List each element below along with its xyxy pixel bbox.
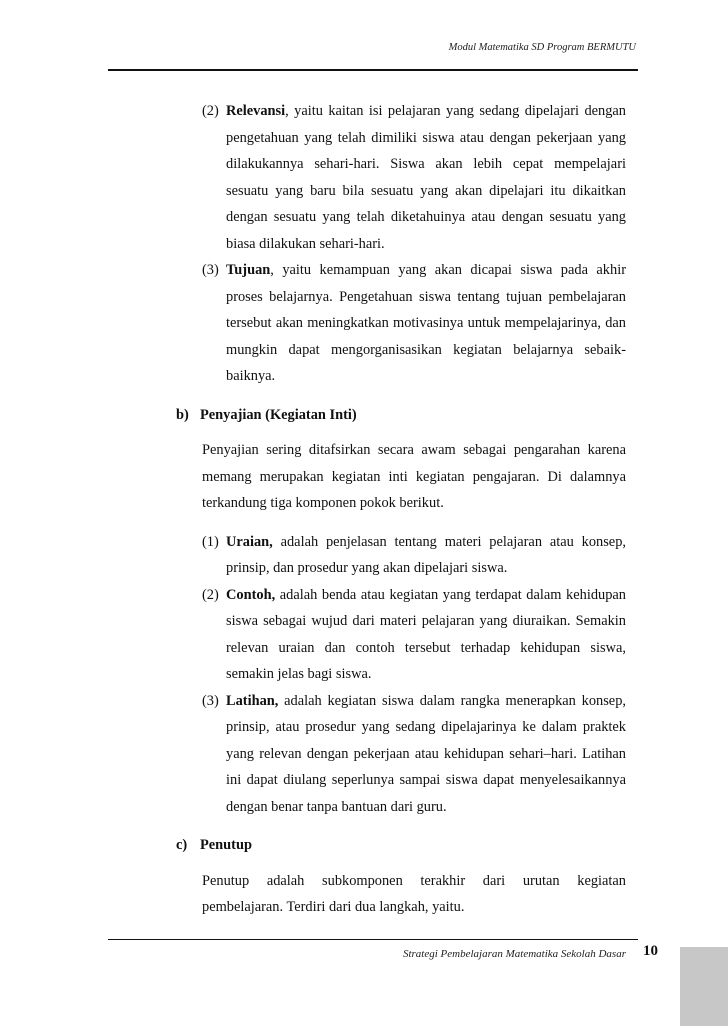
- section-b-list: [176, 529, 626, 821]
- item-number: (2): [202, 586, 219, 603]
- item-number: (3): [202, 262, 219, 278]
- item-term: Latihan,: [226, 692, 279, 709]
- item-text: adalah benda atau kegiatan yang terdapat dalam kehidupan siswa sebagai wujud dari materi pelajaran yang diuraikan. Semakin relevan uraian dan contoh tersebut terhadap kehidupan siswa, semakin jelas bagi siswa.: [226, 586, 626, 682]
- item-term: Relevansi: [226, 103, 286, 119]
- page-number: 10: [643, 943, 658, 959]
- item-text: , yaitu kemampuan yang akan dicapai siswa pada akhir proses belajarnya. Pengetahuan siswa tentang tujuan pembelajaran tersebut akan meningkatkan motivasinya untuk mempelajarinya, dan mungkin dapat mengorganisasikan kegiatan belajarnya sebaik-baiknya.: [226, 262, 626, 384]
- footer-rule: [108, 939, 638, 940]
- section-c-intro: Penutup adalah subkomponen terakhir dari urutan kegiatan pembelajaran. Terdiri dari dua langkah, yaitu.: [202, 872, 626, 915]
- item-term: Tujuan: [226, 262, 271, 278]
- item-text: adalah kegiatan siswa dalam rangka menerapkan konsep, prinsip, atau prosedur yang sedang dipelajarinya ke dalam praktek yang relevan dengan pekerjaan atau kehidupan sehari–hari. Latihan ini dapat diulang seperlunya sampai siswa dapat menyelesaikannya dengan benar tanpa bantuan dari guru.: [226, 692, 626, 815]
- page-body: [176, 98, 626, 921]
- section-title: Penutup: [200, 837, 252, 853]
- item-term: Uraian,: [226, 533, 273, 550]
- running-header: Modul Matematika SD Program BERMUTU: [448, 42, 636, 53]
- list-item-contoh: [176, 582, 626, 688]
- item-number: (3): [202, 692, 219, 709]
- item-number: (1): [202, 533, 219, 550]
- section-b-intro: Penyajian sering ditafsirkan secara awam sebagai pengarahan karena memang merupakan kegiatan inti kegiatan pengajaran. Di dalamnya terkandung tiga komponen pokok berikut.: [202, 442, 626, 511]
- item-text: adalah penjelasan tentang materi pelajaran atau konsep, prinsip, dan prosedur yang akan dipelajari siswa.: [226, 533, 626, 576]
- item-number: (2): [202, 103, 219, 119]
- running-footer: Strategi Pembelajaran Matematika Sekolah Dasar: [402, 948, 626, 960]
- section-letter: b): [176, 406, 189, 423]
- list-item-tujuan: [176, 257, 626, 390]
- list-item-relevansi: [176, 98, 626, 257]
- item-text: , yaitu kaitan isi pelajaran yang sedang dipelajari dengan pengetahuan yang telah dimiliki siswa atau dengan pekerjaan yang dilakukannya sehari-hari. Siswa akan lebih cepat mempelajari sesuatu yang baru bila sesuatu yang akan dipelajari itu dikaitkan dengan sesuatu yang telah diketahuinya atau dengan sesuatu yang biasa dilakukan sehari-hari.: [226, 103, 626, 252]
- page-tab-block: [680, 947, 728, 1026]
- section-title: Penyajian (Kegiatan Inti): [200, 406, 357, 423]
- header-rule: [108, 69, 638, 71]
- item-term: Contoh,: [226, 586, 276, 603]
- section-letter: c): [176, 837, 188, 853]
- section-b-heading: [176, 402, 626, 429]
- list-item-latihan: [176, 688, 626, 821]
- section-a-list: [176, 98, 626, 390]
- list-item-uraian: [176, 529, 626, 582]
- section-c-heading: [176, 832, 626, 859]
